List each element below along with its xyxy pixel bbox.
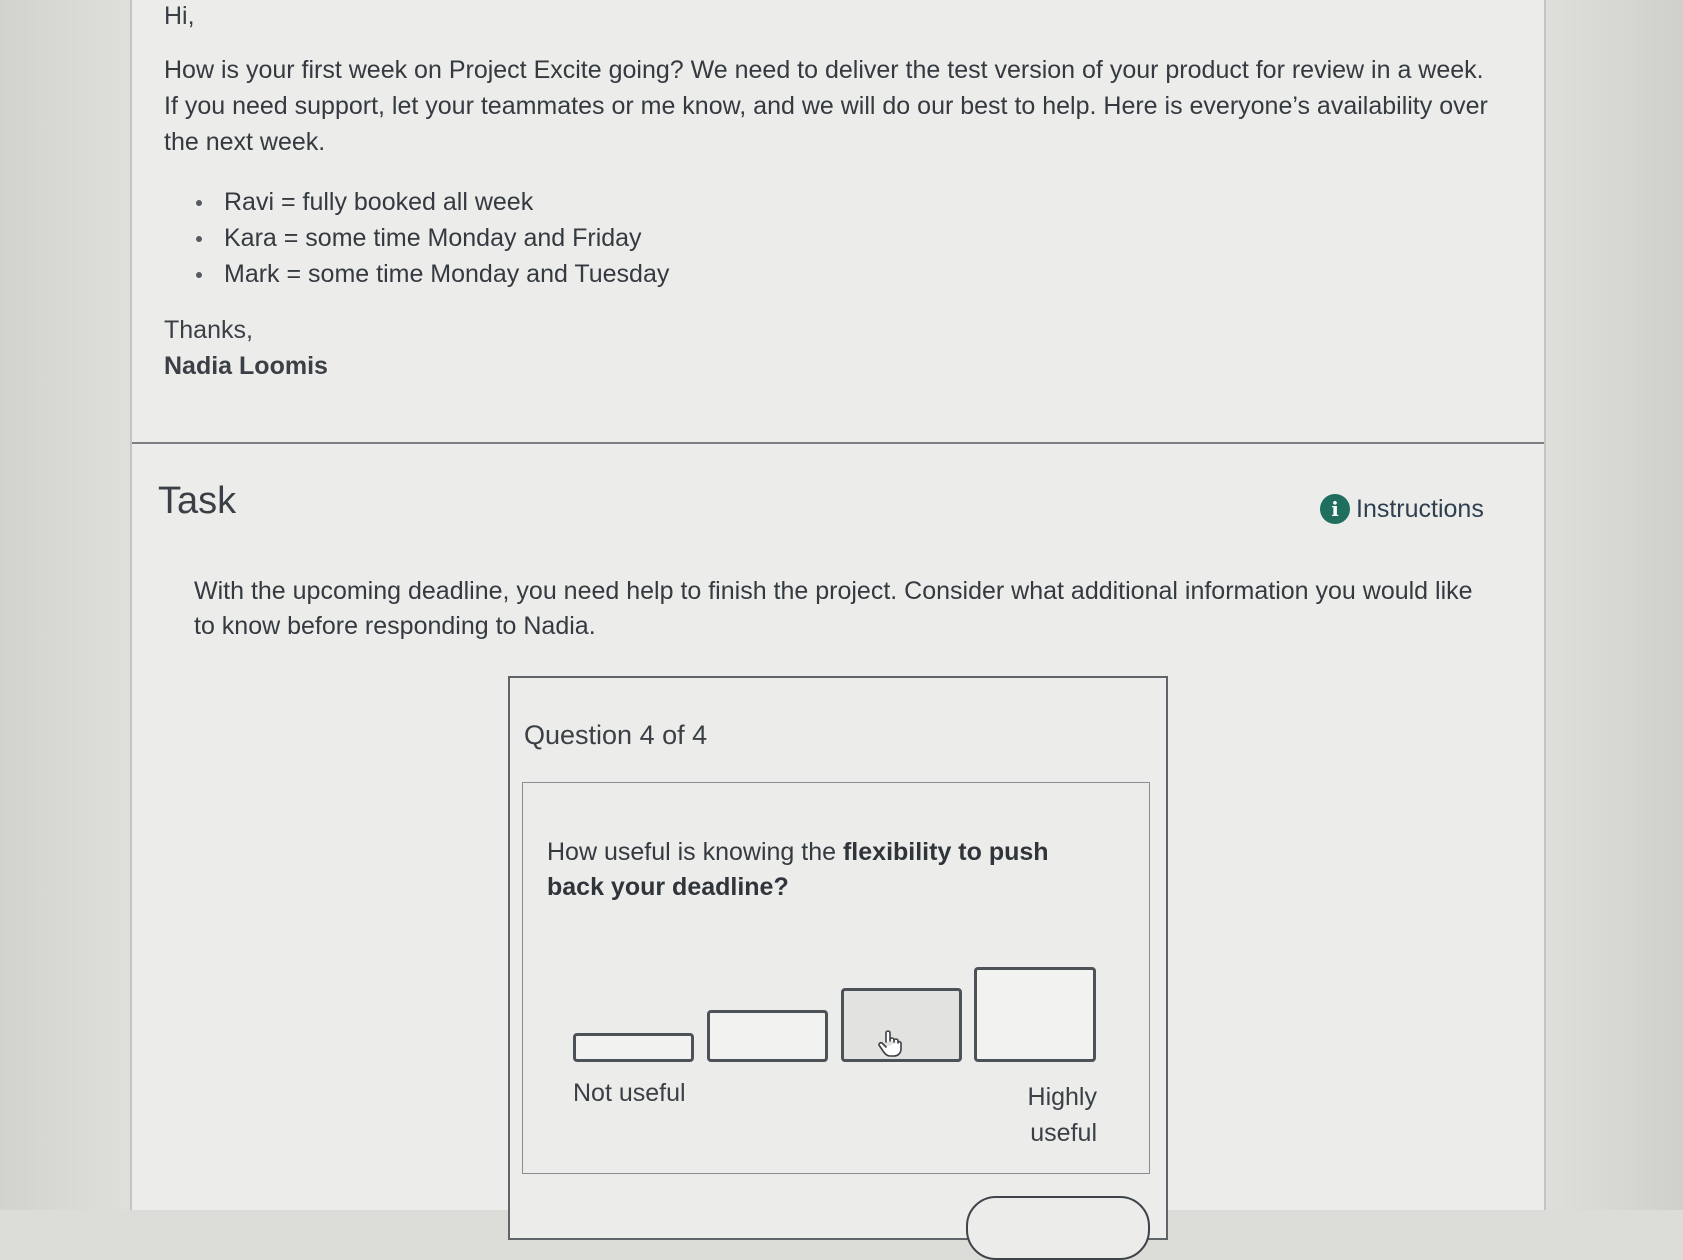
availability-item-kara: Kara = some time Monday and Friday (194, 220, 669, 256)
scale-option-1[interactable] (573, 1033, 694, 1062)
email-message (132, 0, 1544, 444)
scale-high-label-line2: useful (1030, 1119, 1097, 1147)
scale-low-label: Not useful (573, 1079, 686, 1107)
email-signoff: Thanks, (164, 316, 253, 344)
task-heading: Task (158, 480, 237, 522)
availability-list (194, 184, 669, 292)
email-body: How is your first week on Project Excite going? We need to deliver the test version of your product for review in a week. If you need support, let your teammates or me know, and we will do our best to help. Here is everyone’s availability over the next week. (164, 56, 1488, 156)
instructions-label: Instructions (1356, 494, 1484, 523)
question-text (547, 835, 1107, 905)
assessment-page (130, 0, 1546, 1210)
scale-option-4[interactable] (974, 967, 1096, 1062)
scale-option-3[interactable] (841, 988, 962, 1062)
next-button[interactable] (966, 1196, 1150, 1260)
question-card (508, 676, 1168, 1240)
instructions-link[interactable] (1320, 494, 1484, 524)
scale-high-label (973, 1079, 1097, 1151)
hand-pointer-icon (877, 1029, 903, 1057)
availability-item-mark: Mark = some time Monday and Tuesday (194, 256, 669, 292)
email-greeting: Hi, (164, 2, 195, 30)
task-prompt: With the upcoming deadline, you need help to finish the project. Consider what additional information you would like to know before responding to Nadia. (194, 577, 1473, 640)
question-text-prefix: How useful is knowing the (547, 838, 843, 866)
question-text-emphasis: flexibility to push back your deadline? (547, 838, 1049, 901)
question-counter: Question 4 of 4 (524, 720, 708, 750)
email-signature: Nadia Loomis (164, 352, 328, 380)
question-panel (522, 782, 1150, 1174)
info-icon: i (1320, 494, 1350, 524)
availability-item-ravi: Ravi = fully booked all week (194, 184, 669, 220)
scale-high-label-line1: Highly (1027, 1083, 1097, 1111)
scale-option-2[interactable] (707, 1010, 828, 1062)
